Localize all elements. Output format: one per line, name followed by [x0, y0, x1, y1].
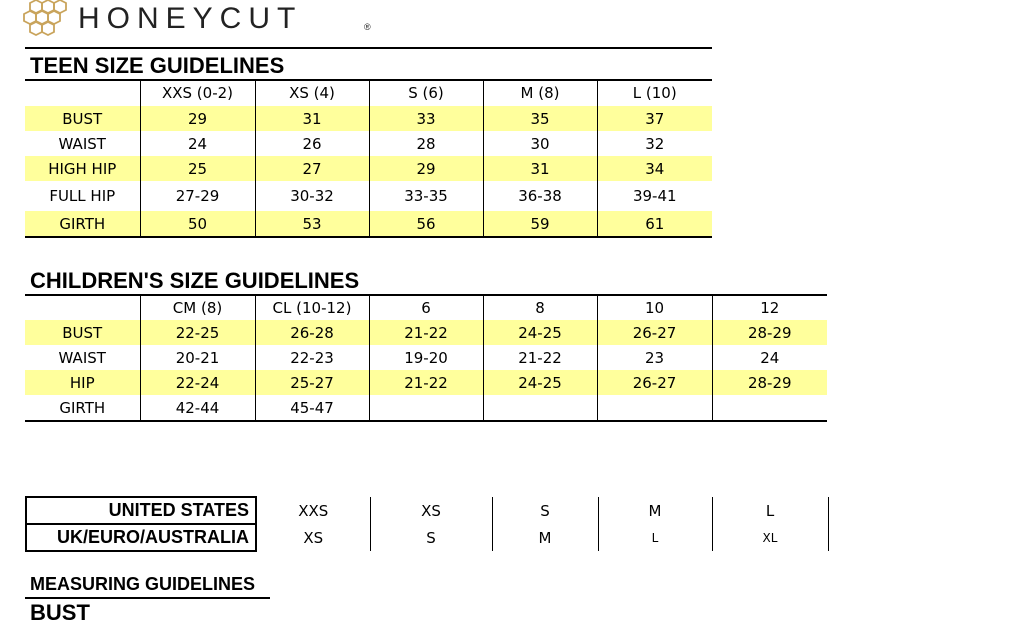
- table-cell: 39-41: [597, 181, 712, 211]
- table-cell: L: [712, 497, 828, 524]
- row-label: GIRTH: [25, 211, 140, 237]
- table-cell: [369, 395, 483, 421]
- table-cell: 26-28: [255, 320, 369, 345]
- table-cell: XS: [370, 497, 492, 524]
- honeycomb-icon: [22, 0, 70, 38]
- header-cell: XXS (0-2): [140, 80, 255, 106]
- header-cell: L (10): [597, 80, 712, 106]
- teen-top-rule: [25, 47, 712, 49]
- table-cell: 34: [597, 156, 712, 181]
- table-cell: 27: [255, 156, 369, 181]
- row-label: GIRTH: [25, 395, 140, 421]
- table-cell: 30: [483, 131, 597, 156]
- table-cell: [597, 395, 712, 421]
- header-cell: [25, 80, 140, 106]
- table-cell: 35: [483, 106, 597, 131]
- children-section-title: CHILDREN'S SIZE GUIDELINES: [30, 268, 360, 293]
- table-cell: [712, 395, 827, 421]
- table-cell: M: [598, 497, 712, 524]
- table-cell: 42-44: [140, 395, 255, 421]
- header-cell: M (8): [483, 80, 597, 106]
- table-cell: XXS: [256, 497, 370, 524]
- teen-section-title: TEEN SIZE GUIDELINES: [30, 53, 285, 78]
- row-label: WAIST: [58, 348, 106, 367]
- brand-name: HONEYCUT: [78, 2, 303, 35]
- table-cell: 23: [597, 345, 712, 370]
- table-row: [25, 181, 712, 211]
- table-row: [26, 497, 828, 524]
- table-cell: 26-27: [597, 320, 712, 345]
- table-cell: [483, 395, 597, 421]
- table-cell: 22-25: [140, 320, 255, 345]
- table-cell: S: [370, 524, 492, 551]
- table-cell: 24: [712, 345, 827, 370]
- header-cell: XS (4): [255, 80, 369, 106]
- table-cell: 30-32: [255, 181, 369, 211]
- table-row: [25, 370, 827, 395]
- size-conversion-table: [25, 496, 827, 552]
- table-cell: 24-25: [483, 370, 597, 395]
- row-label: HIGH HIP: [25, 156, 140, 181]
- table-cell: 22-24: [140, 370, 255, 395]
- table-row: [25, 156, 712, 181]
- table-cell: 59: [483, 211, 597, 237]
- table-cell: 24: [140, 131, 255, 156]
- table-row: [25, 345, 827, 370]
- table-cell: 25: [140, 156, 255, 181]
- table-header-row: [25, 295, 827, 320]
- table-row: [25, 106, 712, 131]
- table-cell: L: [598, 524, 712, 551]
- children-size-table: [25, 295, 827, 422]
- table-cell: 37: [597, 106, 712, 131]
- table-row: [25, 131, 712, 156]
- table-cell: XS: [256, 524, 370, 551]
- table-cell: 36-38: [483, 181, 597, 211]
- table-row: [26, 524, 828, 551]
- table-cell: 26-27: [597, 370, 712, 395]
- header-cell: S (6): [369, 80, 483, 106]
- header-cell: 10: [597, 295, 712, 320]
- header-cell: [25, 295, 140, 320]
- table-cell: S: [492, 497, 598, 524]
- table-cell: 21-22: [369, 320, 483, 345]
- header-cell: 6: [369, 295, 483, 320]
- table-row: [25, 320, 827, 345]
- table-cell: 31: [255, 106, 369, 131]
- table-cell: 29: [369, 156, 483, 181]
- table-cell: 53: [255, 211, 369, 237]
- table-cell: 25-27: [255, 370, 369, 395]
- row-label: WAIST: [58, 134, 106, 153]
- row-label: HIP: [25, 370, 140, 395]
- table-cell: 29: [140, 106, 255, 131]
- teen-size-table: [25, 80, 712, 238]
- table-cell: 33: [369, 106, 483, 131]
- table-row: [25, 211, 712, 237]
- table-cell: 28-29: [712, 370, 827, 395]
- table-header-row: [25, 80, 712, 106]
- table-cell: 20-21: [140, 345, 255, 370]
- table-cell: 45-47: [255, 395, 369, 421]
- row-label: FULL HIP: [49, 187, 116, 205]
- table-cell: 50: [140, 211, 255, 237]
- header-cell: CL (10-12): [255, 295, 369, 320]
- region-label: UK/EURO/AUSTRALIA: [26, 524, 256, 551]
- bust-heading: BUST: [30, 600, 90, 625]
- table-cell: 27-29: [140, 181, 255, 211]
- table-cell: 21-22: [483, 345, 597, 370]
- table-cell: M: [492, 524, 598, 551]
- table-cell: 56: [369, 211, 483, 237]
- table-cell: 28-29: [712, 320, 827, 345]
- table-cell: 22-23: [255, 345, 369, 370]
- measuring-title-rule: [25, 597, 270, 599]
- table-cell: 19-20: [369, 345, 483, 370]
- region-label: UNITED STATES: [26, 497, 256, 524]
- table-cell: 21-22: [369, 370, 483, 395]
- table-row: [25, 395, 827, 421]
- table-cell: 32: [597, 131, 712, 156]
- table-cell: XL: [712, 524, 828, 551]
- table-cell: 26: [255, 131, 369, 156]
- row-label: BUST: [25, 320, 140, 345]
- table-cell: 28: [369, 131, 483, 156]
- table-cell: 31: [483, 156, 597, 181]
- measuring-guidelines-title: MEASURING GUIDELINES: [30, 574, 256, 594]
- table-cell: 61: [597, 211, 712, 237]
- row-label: BUST: [25, 106, 140, 131]
- header-cell: CM (8): [140, 295, 255, 320]
- table-cell: 33-35: [369, 181, 483, 211]
- header-cell: 12: [712, 295, 827, 320]
- header-cell: 8: [483, 295, 597, 320]
- registered-mark: ®: [364, 22, 371, 32]
- table-cell: 24-25: [483, 320, 597, 345]
